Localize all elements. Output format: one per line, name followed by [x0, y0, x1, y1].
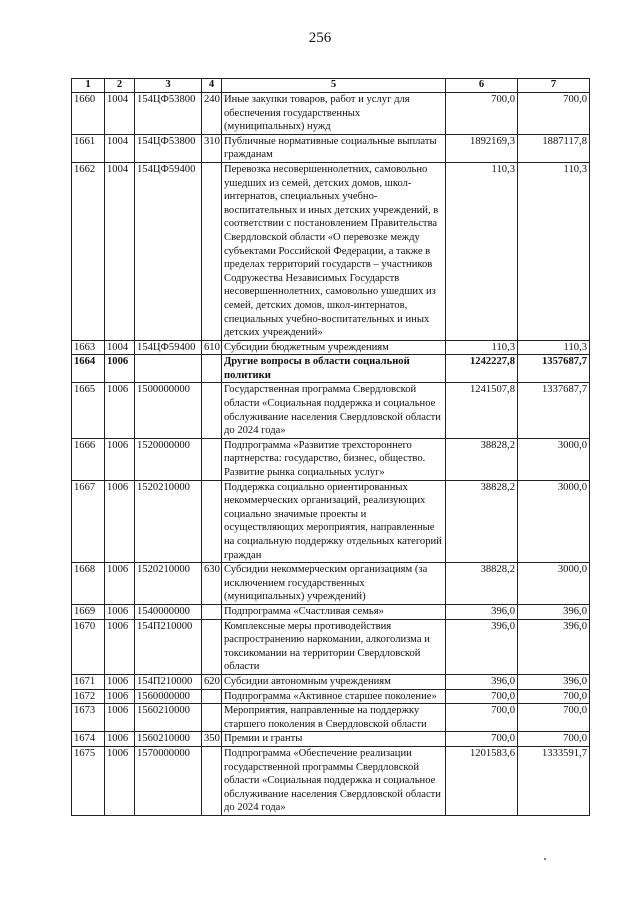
header-col-4: 4	[202, 79, 222, 93]
row-number: 1666	[72, 438, 105, 480]
row-description: Поддержка социально ориентированных некоммерческих организаций, реализующих социально значимые проекты и осуществляющих мероприятия, направленные на социальную поддержку отдельных категорий граждан	[222, 480, 446, 563]
table-row	[72, 340, 590, 355]
row-expense-type	[202, 619, 222, 674]
row-number: 1673	[72, 704, 105, 732]
row-expense-type	[202, 604, 222, 619]
row-expense-type	[202, 480, 222, 563]
row-amount-year2: 396,0	[518, 619, 590, 674]
row-description: Иные закупки товаров, работ и услуг для обеспечения государственных (муниципальных) нужд	[222, 93, 446, 135]
row-amount-year2: 396,0	[518, 674, 590, 689]
page-number: 256	[308, 30, 332, 46]
row-amount-year1: 700,0	[446, 732, 518, 747]
row-article-code: 154П210000	[135, 619, 202, 674]
row-article-code: 154ЦФ53800	[135, 93, 202, 135]
row-number: 1671	[72, 674, 105, 689]
row-expense-type	[202, 689, 222, 704]
row-amount-year2: 3000,0	[518, 480, 590, 563]
row-section-code: 1006	[105, 383, 135, 438]
row-article-code: 1520210000	[135, 480, 202, 563]
row-section-code: 1004	[105, 93, 135, 135]
row-section-code: 1006	[105, 355, 135, 383]
row-amount-year1: 700,0	[446, 704, 518, 732]
table-row	[72, 438, 590, 480]
row-amount-year1: 396,0	[446, 604, 518, 619]
row-description: Государственная программа Свердловской области «Социальная поддержка и социальное обслуживание населения Свердловской области до 2024 года»	[222, 383, 446, 438]
row-expense-type: 350	[202, 732, 222, 747]
row-section-code: 1006	[105, 689, 135, 704]
row-description: Публичные нормативные социальные выплаты гражданам	[222, 134, 446, 162]
row-description: Мероприятия, направленные на поддержку старшего поколения в Свердловской области	[222, 704, 446, 732]
table-row	[72, 383, 590, 438]
row-amount-year1: 1892169,3	[446, 134, 518, 162]
row-description: Подпрограмма «Обеспечение реализации государственной программы Свердловской области «Социальная поддержка и социальное обслуживание населения Свердловской области до 2024 года»	[222, 746, 446, 815]
row-number: 1667	[72, 480, 105, 563]
row-article-code: 1520210000	[135, 563, 202, 605]
row-description: Другие вопросы в области социальной политики	[222, 355, 446, 383]
row-description: Субсидии автономным учреждениям	[222, 674, 446, 689]
row-article-code: 1540000000	[135, 604, 202, 619]
row-amount-year2: 1887117,8	[518, 134, 590, 162]
row-article-code: 154П210000	[135, 674, 202, 689]
row-expense-type: 240	[202, 93, 222, 135]
row-amount-year1: 1242227,8	[446, 355, 518, 383]
table-row	[72, 480, 590, 563]
table-row	[72, 732, 590, 747]
row-amount-year2: 1357687,7	[518, 355, 590, 383]
row-expense-type	[202, 746, 222, 815]
row-amount-year1: 38828,2	[446, 480, 518, 563]
table-row	[72, 355, 590, 383]
row-amount-year1: 700,0	[446, 93, 518, 135]
row-article-code: 1520000000	[135, 438, 202, 480]
row-amount-year2: 700,0	[518, 704, 590, 732]
row-article-code: 1560210000	[135, 704, 202, 732]
row-amount-year2: 700,0	[518, 689, 590, 704]
row-number: 1675	[72, 746, 105, 815]
row-number: 1670	[72, 619, 105, 674]
header-col-7: 7	[518, 79, 590, 93]
table-header-row	[72, 79, 590, 93]
row-amount-year1: 110,3	[446, 162, 518, 340]
row-number: 1674	[72, 732, 105, 747]
row-description: Подпрограмма «Счастливая семья»	[222, 604, 446, 619]
table-row	[72, 704, 590, 732]
row-amount-year2: 1337687,7	[518, 383, 590, 438]
row-amount-year2: 396,0	[518, 604, 590, 619]
budget-table	[71, 78, 590, 816]
row-expense-type	[202, 704, 222, 732]
table-row	[72, 563, 590, 605]
header-col-3: 3	[135, 79, 202, 93]
row-section-code: 1004	[105, 134, 135, 162]
header-col-6: 6	[446, 79, 518, 93]
row-amount-year2: 3000,0	[518, 438, 590, 480]
row-description: Субсидии бюджетным учреждениям	[222, 340, 446, 355]
table-row	[72, 162, 590, 340]
table-row	[72, 604, 590, 619]
scan-speck	[544, 858, 546, 860]
row-number: 1665	[72, 383, 105, 438]
row-description: Перевозка несовершеннолетних, самовольно ушедших из семей, детских домов, школ-интернатов, специальных учебно-воспитательных и иных детских учреждений, в соответствии с постановлением Правительства Свердловской области «О перевозке между субъектами Российской Федерации, а также в пределах территорий государств – участников Содружества Независимых Государств несовершеннолетних, самовольно ушедших из семей, детских домов, школ-интернатов, специальных учебно-воспитательных и иных детских учреждений»	[222, 162, 446, 340]
row-number: 1660	[72, 93, 105, 135]
row-amount-year1: 110,3	[446, 340, 518, 355]
row-section-code: 1006	[105, 438, 135, 480]
row-article-code: 1560210000	[135, 732, 202, 747]
row-number: 1664	[72, 355, 105, 383]
row-article-code: 154ЦФ59400	[135, 340, 202, 355]
row-amount-year2: 110,3	[518, 162, 590, 340]
row-amount-year2: 3000,0	[518, 563, 590, 605]
row-article-code: 1560000000	[135, 689, 202, 704]
row-description: Субсидии некоммерческим организациям (за исключением государственных (муниципальных) учреждений)	[222, 563, 446, 605]
row-section-code: 1006	[105, 674, 135, 689]
row-section-code: 1006	[105, 604, 135, 619]
table-body	[72, 93, 590, 816]
row-number: 1662	[72, 162, 105, 340]
row-number: 1668	[72, 563, 105, 605]
row-article-code: 1570000000	[135, 746, 202, 815]
row-description: Комплексные меры противодействия распространению наркомании, алкоголизма и токсикомании на территории Свердловской области	[222, 619, 446, 674]
row-amount-year1: 700,0	[446, 689, 518, 704]
row-amount-year2: 1333591,7	[518, 746, 590, 815]
row-expense-type: 310	[202, 134, 222, 162]
row-amount-year2: 700,0	[518, 732, 590, 747]
row-section-code: 1006	[105, 480, 135, 563]
row-article-code: 154ЦФ53800	[135, 134, 202, 162]
row-number: 1672	[72, 689, 105, 704]
row-amount-year2: 110,3	[518, 340, 590, 355]
row-description: Подпрограмма «Развитие трехстороннего партнерства: государство, бизнес, общество. Развитие рынка социальных услуг»	[222, 438, 446, 480]
row-section-code: 1004	[105, 162, 135, 340]
row-number: 1663	[72, 340, 105, 355]
row-amount-year2: 700,0	[518, 93, 590, 135]
row-article-code	[135, 355, 202, 383]
row-expense-type	[202, 438, 222, 480]
row-section-code: 1006	[105, 732, 135, 747]
row-amount-year1: 396,0	[446, 674, 518, 689]
row-amount-year1: 396,0	[446, 619, 518, 674]
table-row	[72, 674, 590, 689]
row-description: Подпрограмма «Активное старшее поколение»	[222, 689, 446, 704]
row-amount-year1: 1241507,8	[446, 383, 518, 438]
header-col-1: 1	[72, 79, 105, 93]
row-article-code: 1500000000	[135, 383, 202, 438]
row-section-code: 1006	[105, 704, 135, 732]
row-number: 1669	[72, 604, 105, 619]
row-section-code: 1004	[105, 340, 135, 355]
row-number: 1661	[72, 134, 105, 162]
row-section-code: 1006	[105, 563, 135, 605]
row-expense-type: 610	[202, 340, 222, 355]
header-col-5: 5	[222, 79, 446, 93]
row-section-code: 1006	[105, 746, 135, 815]
row-expense-type: 620	[202, 674, 222, 689]
row-expense-type	[202, 383, 222, 438]
row-article-code: 154ЦФ59400	[135, 162, 202, 340]
table-row	[72, 689, 590, 704]
row-section-code: 1006	[105, 619, 135, 674]
table-row	[72, 746, 590, 815]
table-row	[72, 93, 590, 135]
row-expense-type: 630	[202, 563, 222, 605]
row-description: Премии и гранты	[222, 732, 446, 747]
header-col-2: 2	[105, 79, 135, 93]
row-expense-type	[202, 162, 222, 340]
row-expense-type	[202, 355, 222, 383]
row-amount-year1: 38828,2	[446, 563, 518, 605]
table-row	[72, 619, 590, 674]
table-row	[72, 134, 590, 162]
row-amount-year1: 38828,2	[446, 438, 518, 480]
row-amount-year1: 1201583,6	[446, 746, 518, 815]
